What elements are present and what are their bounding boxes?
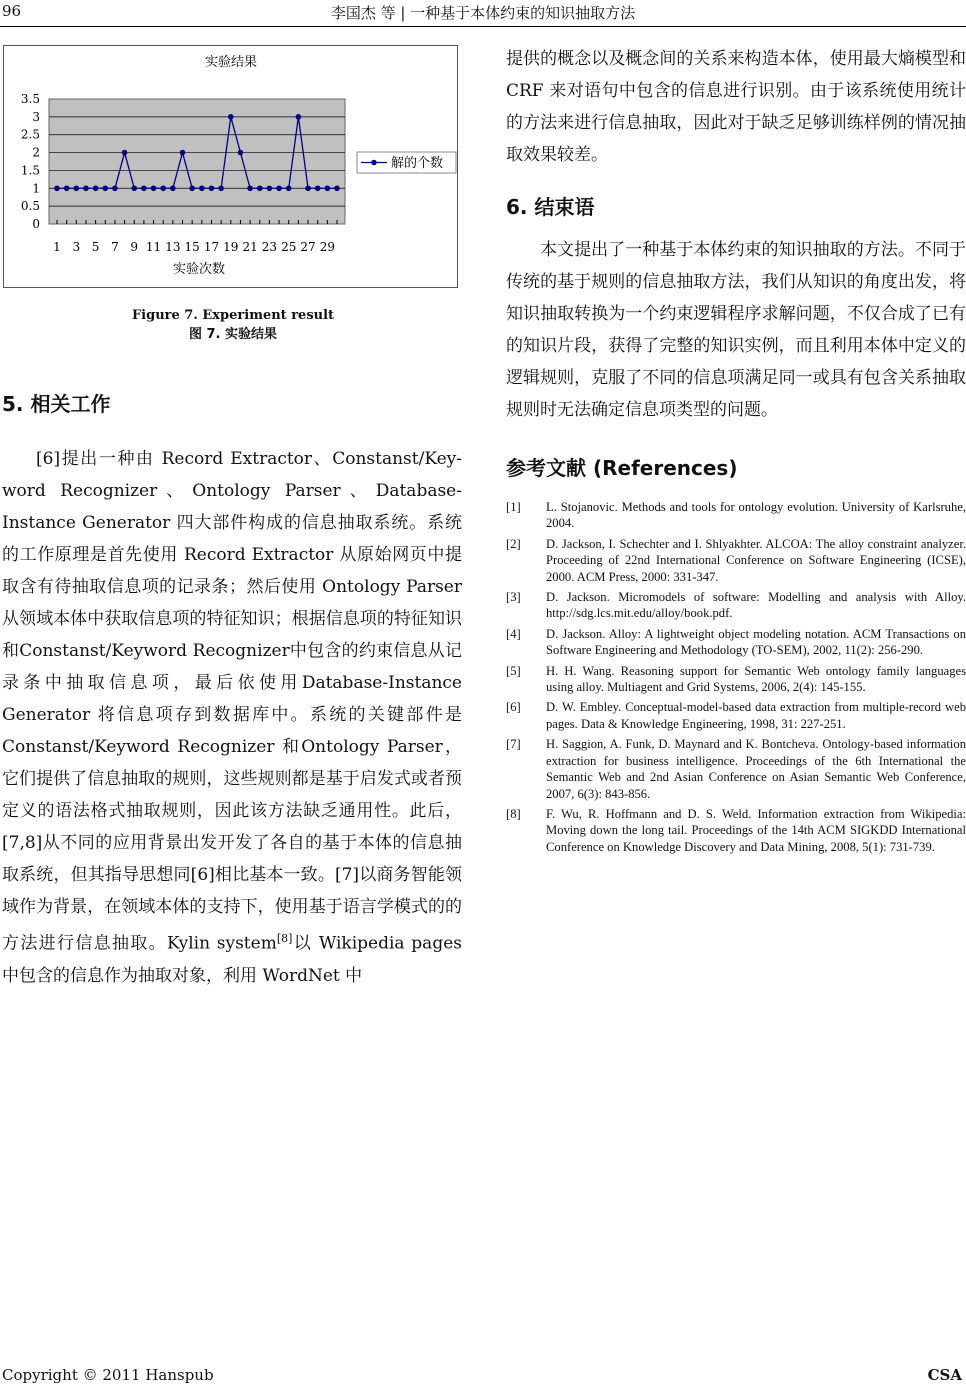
legend-marker: [371, 160, 377, 166]
data-point: [334, 185, 340, 191]
section-5-paragraph: [2, 443, 462, 992]
x-tick-label: 19: [223, 240, 239, 254]
data-point: [141, 185, 147, 191]
x-tick-label: 29: [319, 240, 335, 254]
reference-item: [506, 626, 966, 659]
data-point: [122, 150, 128, 156]
paragraph-text: [6]提出一种由 Record Extractor、Constanst/Key-word Recognizer、Ontology Parser、Database-Instance Generator 四大部件构成的信息抽取系统。系统的工作原理是首先使用 Record Extractor 从原始网页中提取含有待抽取信息项的记录条；然后使用 Ontology Parser 从领域本体中获取信息项的特征知识；根据信息项的特征知识和Constanst/Keyword Recognizer中包含的约束信息从记录条中抽取信息项，最后依使用Database-Instance Generator 将信息项存到数据库中。系统的关键部件是 Constanst/Keyword Recognizer 和Ontology Parser，它们提供了信息抽取的规则，这些规则都是基于启发式或者预定义的语法格式抽取规则，因此该方法缺乏通用性。此后，[7,8]从不同的应用背景出发开发了各自的基于本体的信息抽取系统，但其指导思想同[6]相比基本一致。[7]以商务智能领域作为背景，在领域本体的支持下，使用基于语言学模式的的方法进行信息抽取。Kylin system: [2, 449, 462, 954]
experiment-chart: [3, 45, 458, 288]
reference-number: [1]: [506, 500, 521, 514]
data-point: [296, 114, 302, 120]
x-tick-label: 13: [165, 240, 181, 254]
x-tick-label: 23: [261, 240, 278, 254]
x-tick-label: 25: [281, 240, 297, 254]
data-point: [247, 185, 253, 191]
data-point: [228, 114, 234, 120]
reference-text: D. Jackson. Micromodels of software: Modelling and analysis with Alloy. http://sdg.lcs.mit.edu/alloy/book.pdf.: [546, 590, 966, 621]
data-point: [102, 185, 108, 191]
legend-label: 解的个数: [391, 156, 444, 171]
x-tick-label: 17: [203, 240, 220, 254]
page-number: 96: [2, 2, 22, 20]
figure-caption-zh: 图 7. 实验结果: [188, 327, 278, 342]
x-tick-label: 9: [130, 240, 139, 254]
data-point: [112, 185, 118, 191]
chart-title: 实验结果: [204, 55, 258, 70]
reference-text: D. Jackson, I. Schechter and I. Shlyakhter. ALCOA: The alloy constraint analyzer. Proceeding of 22nd International Conference on Software Engineering (ICSE), 2000. ACM Press, 2000: 331-347.: [546, 536, 966, 584]
reference-item: [506, 806, 966, 855]
reference-text: L. Stojanovic. Methods and tools for ontology evolution. University of Karlsruhe, 2004.: [546, 500, 966, 531]
reference-text: F. Wu, R. Hoffmann and D. S. Weld. Information extraction from Wikipedia: Moving down the long tail. Proceedings of the 14th ACM SIGKDD International Conference on Knowledge Discovery and Data Mining, 2008, 5(1): 731-739.: [546, 806, 966, 854]
reference-item: [506, 536, 966, 585]
y-tick-label: 1.5: [20, 163, 40, 178]
x-tick-label: 15: [184, 240, 200, 254]
x-tick-label: 27: [300, 240, 316, 254]
journal-name: CSA: [927, 1366, 962, 1384]
figure-caption-en: Figure 7. Experiment result: [131, 308, 335, 323]
x-tick-label: 1: [53, 240, 61, 254]
data-point: [325, 185, 331, 191]
section-6-heading: 6. 结束语: [506, 195, 595, 219]
data-point: [180, 150, 186, 156]
continued-paragraph: 提供的概念以及概念间的关系来构造本体，使用最大熵模型和 CRF 来对语句中包含的信息进行识别。由于该系统使用统计的方法来进行信息抽取，因此对于缺乏足够训练样例的情况抽取效果较差。: [506, 49, 966, 165]
header-rule: [0, 26, 966, 27]
reference-number: [3]: [506, 590, 521, 605]
data-point: [170, 185, 176, 191]
data-point: [199, 185, 205, 191]
section-6-paragraph: 本文提出了一种基于本体约束的知识抽取的方法。不同于传统的基于规则的信息抽取方法，我们从知识的角度出发，将知识抽取转换为一个约束逻辑程序求解问题，不仅合成了已有的知识片段，获得了完整的知识实例，而且利用本体中定义的逻辑规则，克服了不同的信息项满足同一或具有包含关系抽取规则时无法确定信息项类型的问题。: [506, 240, 966, 420]
x-tick-label: 21: [242, 240, 258, 254]
data-point: [209, 185, 215, 191]
reference-item: [506, 589, 966, 622]
data-point: [238, 150, 244, 156]
data-point: [54, 185, 60, 191]
section-5-heading: 5. 相关工作: [2, 392, 111, 416]
data-point: [267, 185, 273, 191]
reference-number: [6]: [506, 700, 521, 715]
references-heading: 参考文献 (References): [506, 456, 738, 480]
data-point: [189, 185, 195, 191]
reference-item: [506, 736, 966, 802]
y-tick-label: 0.5: [20, 199, 40, 214]
data-point: [74, 185, 80, 191]
data-point: [315, 185, 321, 191]
x-tick-label: 7: [111, 240, 119, 254]
data-point: [257, 185, 263, 191]
data-point: [64, 185, 70, 191]
right-column: [506, 43, 966, 859]
data-point: [83, 185, 89, 191]
chart-svg: [4, 46, 459, 289]
data-point: [93, 185, 99, 191]
data-point: [305, 185, 311, 191]
reference-text: H. Saggion, A. Funk, D. Maynard and K. Bontcheva. Ontology-based information extraction for business intelligence. Proceedings of the 6th International the Semantic Web and 2nd Asian Conference on Asian Semantic Web Conference, 2007, 6(3): 843-856.: [546, 737, 966, 801]
reference-number: [7]: [506, 737, 521, 752]
reference-list: [506, 499, 966, 855]
y-tick-label: 1: [32, 181, 40, 196]
x-tick-label: 5: [91, 240, 100, 254]
x-tick-label: 3: [72, 240, 81, 254]
reference-text: H. H. Wang. Reasoning support for Semantic Web ontology family languages using alloy. Multiagent and Grid Systems, 2006, 2(4): 145-155.: [546, 663, 966, 695]
reference-number: [8]: [506, 806, 521, 821]
y-tick-label: 0: [32, 217, 40, 231]
copyright: Copyright © 2011 Hanspub: [2, 1366, 214, 1384]
reference-text: D. W. Embley. Conceptual-model-based data extraction from multiple-record web pages. Data & Knowledge Engineering, 1998, 31: 227-251.: [546, 700, 966, 731]
y-tick-label: 3.5: [20, 92, 40, 106]
y-tick-label: 3: [32, 109, 40, 124]
citation-sup: [8]: [276, 932, 293, 945]
running-title: 李国杰 等 | 一种基于本体约束的知识抽取方法: [330, 4, 636, 22]
data-point: [276, 185, 282, 191]
reference-text: D. Jackson. Alloy: A lightweight object modeling notation. ACM Transactions on Software Engineering and Methodology (TO-SEM), 2002, 11(2): 256-290.: [546, 626, 966, 658]
reference-item: [506, 499, 966, 532]
data-point: [131, 185, 137, 191]
data-point: [286, 185, 292, 191]
x-axis-label: 实验次数: [172, 262, 226, 277]
reference-number: [2]: [506, 536, 521, 551]
section-5: [2, 388, 462, 992]
paragraph-tail: 以 Wikipedia pages 中包含的信息作为抽取对象，利用 WordNet 中: [2, 933, 462, 986]
reference-item: [506, 663, 966, 696]
reference-number: [4]: [506, 626, 521, 641]
x-tick-label: 11: [145, 240, 162, 254]
reference-number: [5]: [506, 663, 521, 678]
data-point: [218, 185, 224, 191]
data-point: [160, 185, 166, 191]
data-point: [151, 185, 157, 191]
reference-item: [506, 699, 966, 732]
y-tick-label: 2.5: [20, 127, 40, 142]
y-tick-label: 2: [32, 145, 40, 160]
